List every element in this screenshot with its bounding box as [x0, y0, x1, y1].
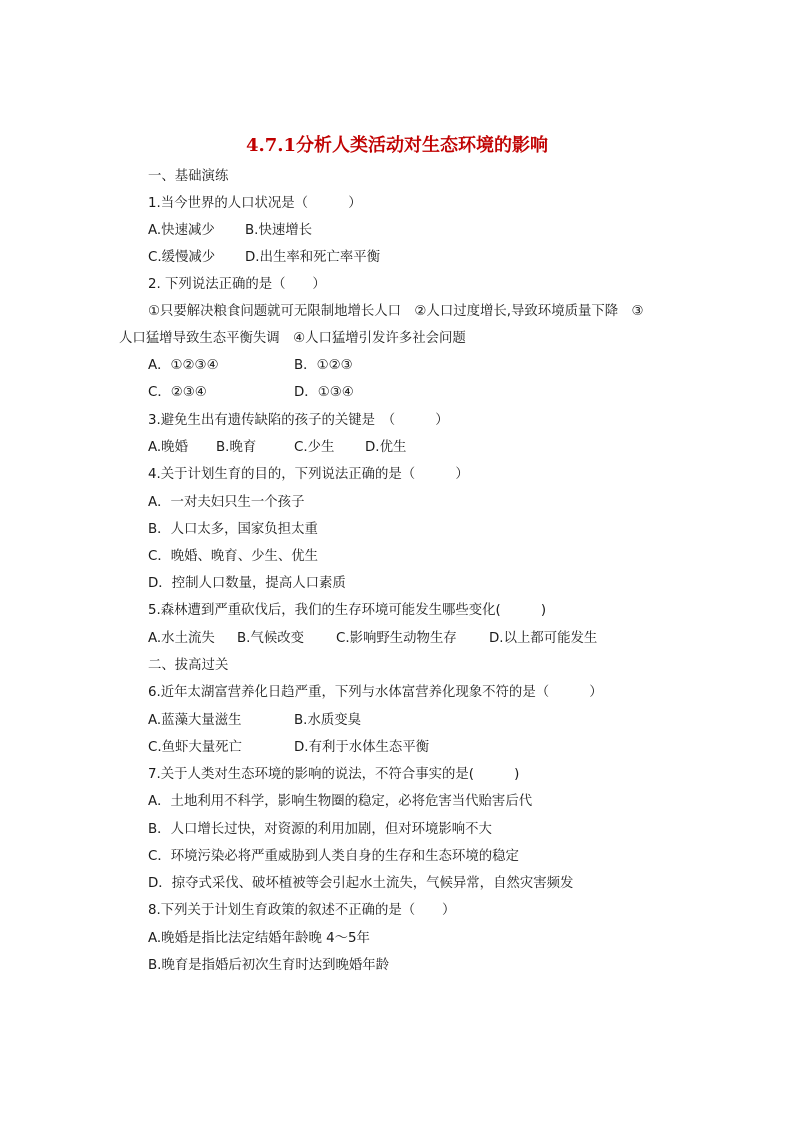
question-4-stem: 4.关于计划生育的目的，下列说法正确的是（ ）	[148, 467, 469, 482]
question-8-option-a: A.晚婚是指比法定结婚年龄晚 4～5年	[148, 931, 370, 946]
question-4-option-d: D．控制人口数量，提高人口素质	[148, 576, 346, 591]
question-1-option-b: B.快速增长	[245, 223, 313, 238]
question-1-option-a: A.快速减少	[148, 223, 215, 238]
question-3-option-a: A.晚婚	[148, 440, 188, 455]
question-2-option-b: B．①②③	[294, 358, 353, 373]
question-6-option-a: A.蓝藻大量滋生	[148, 713, 242, 728]
question-5-option-c: C.影响野生动物生存	[336, 631, 457, 646]
question-8-stem: 8.下列关于计划生育政策的叙述不正确的是（ ）	[148, 903, 456, 918]
section-heading-basic: 一、基础演练	[148, 169, 229, 184]
question-5-option-d: D.以上都可能发生	[489, 631, 598, 646]
question-1-option-d: D.出生率和死亡率平衡	[245, 250, 381, 265]
question-2-option-d: D．①③④	[294, 385, 354, 400]
question-6-option-b: B.水质变臭	[294, 713, 362, 728]
question-6-option-c: C.鱼虾大量死亡	[148, 740, 242, 755]
question-7-option-d: D．掠夺式采伐、破坏植被等会引起水土流失，气候异常，自然灾害频发	[148, 876, 574, 891]
question-6-option-d: D.有利于水体生态平衡	[294, 740, 430, 755]
question-8-option-b: B.晚育是指婚后初次生育时达到晚婚年龄	[148, 958, 390, 973]
question-6-stem: 6.近年太湖富营养化日趋严重，下列与水体富营养化现象不符的是（ ）	[148, 685, 603, 700]
question-2-statements-line-2: 人口猛增导致生态平衡失调 ④人口猛增引发许多社会问题	[119, 331, 466, 346]
question-3-stem: 3.避免生出有遗传缺陷的孩子的关键是 （ ）	[148, 413, 449, 428]
question-7-option-c: C．环境污染必将严重威胁到人类自身的生存和生态环境的稳定	[148, 849, 519, 864]
document-title: 4.7.1分析人类活动对生态环境的影响	[245, 135, 549, 156]
question-3-option-b: B.晚育	[216, 440, 257, 455]
question-5-option-a: A.水土流失	[148, 631, 215, 646]
question-5-stem: 5.森林遭到严重砍伐后，我们的生存环境可能发生哪些变化( )	[148, 603, 547, 618]
question-2-stem: 2. 下列说法正确的是（ ）	[148, 277, 326, 292]
question-7-option-a: A．土地利用不科学，影响生物圈的稳定，必将危害当代贻害后代	[148, 794, 533, 809]
question-3-option-d: D.优生	[365, 440, 407, 455]
question-4-option-c: C．晚婚、晚育、少生、优生	[148, 549, 319, 564]
question-2-statements-line-1: ①只要解决粮食问题就可无限制地增长人口 ②人口过度增长,导致环境质量下降 ③	[148, 304, 644, 319]
question-1-stem: 1.当今世界的人口状况是（ ）	[148, 196, 362, 211]
question-3-option-c: C.少生	[294, 440, 335, 455]
question-7-option-b: B．人口增长过快，对资源的利用加剧，但对环境影响不大	[148, 822, 492, 837]
question-4-option-a: A．一对夫妇只生一个孩子	[148, 495, 305, 510]
question-2-option-a: A．①②③④	[148, 358, 219, 373]
question-2-option-c: C．②③④	[148, 385, 207, 400]
section-heading-advanced: 二、拔高过关	[148, 658, 229, 673]
question-4-option-b: B．人口太多，国家负担太重	[148, 522, 318, 537]
question-5-option-b: B.气候改变	[237, 631, 305, 646]
question-7-stem: 7.关于人类对生态环境的影响的说法，不符合事实的是( )	[148, 767, 520, 782]
question-1-option-c: C.缓慢减少	[148, 250, 216, 265]
